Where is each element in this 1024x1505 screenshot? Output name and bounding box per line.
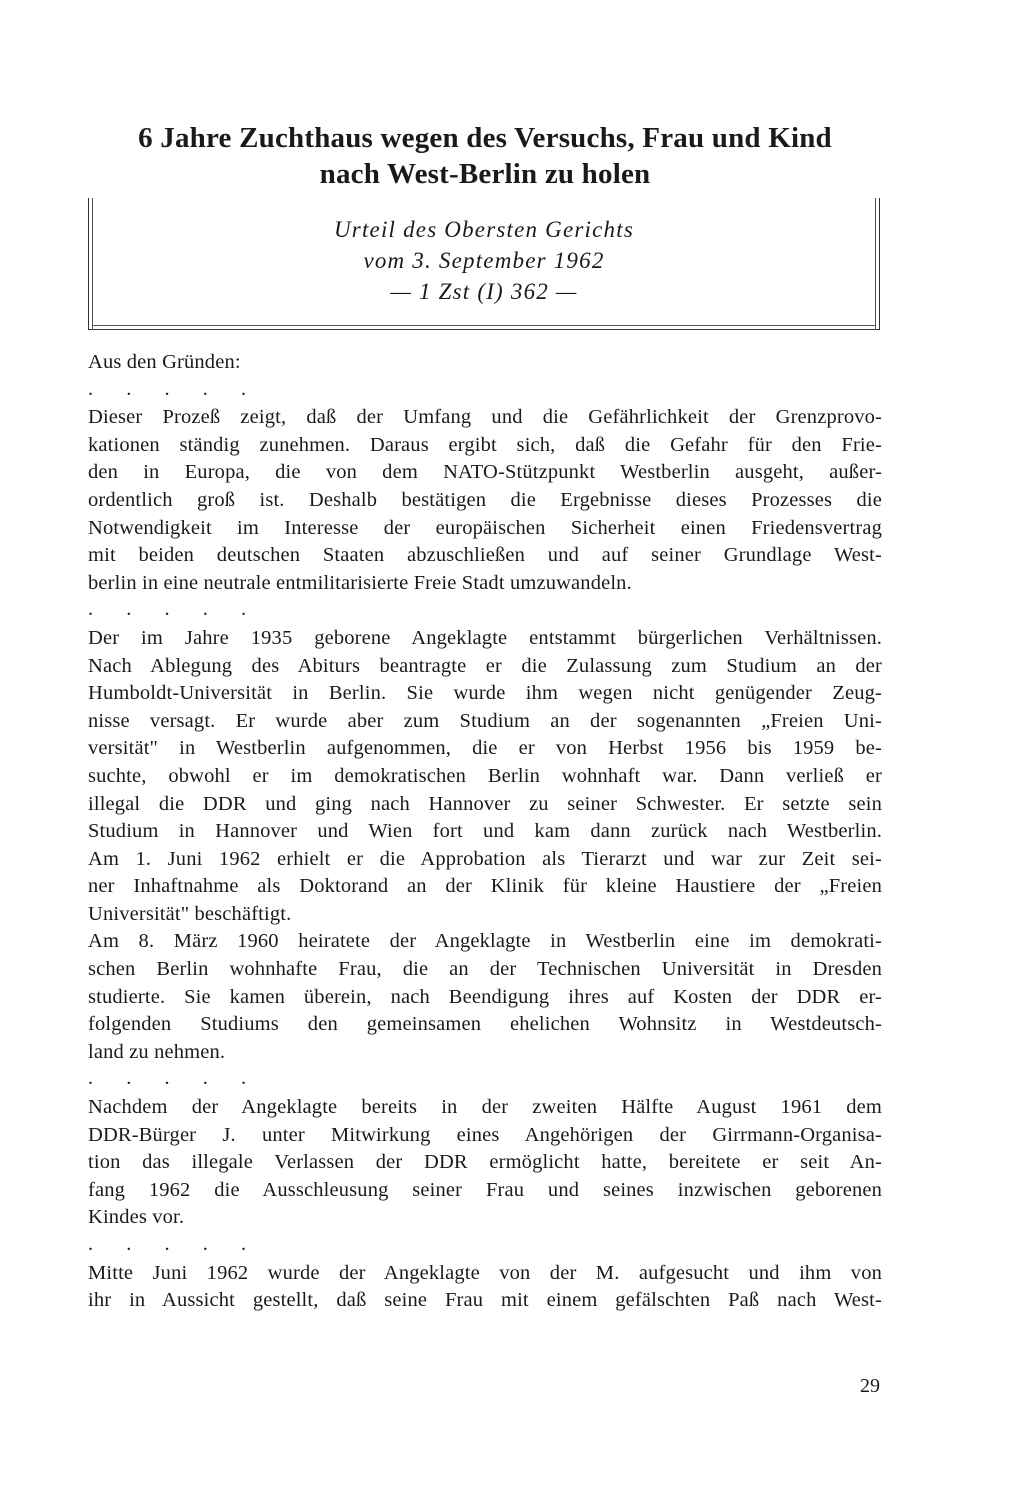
intro-line: Aus den Gründen: [88,351,241,373]
paragraph-4-line: DDR-Bürger J. unter Mitwirkung eines Angehörigen der Girrmann-Organisa- [88,1123,882,1146]
paragraph-3-line: Am 8. März 1960 heiratete der Angeklagte in Westberlin eine im demokrati- [88,930,882,953]
title-line-2: nach West-Berlin zu holen [319,158,651,190]
paragraph-1-line: den in Europa, die von dem NATO-Stützpunkt Westberlin ausgeht, außer- [88,461,882,484]
verdict-date: vom 3. September 1962 [363,248,605,273]
paragraph-1-line: kationen ständig zunehmen. Daraus ergibt sich, daß die Gefahr für den Frie- [88,433,882,456]
paragraph-2-line: ner Inhaftnahme als Doktorand an der Klinik für kleine Haustiere der „Freien [88,875,882,898]
paragraph-1-line: Dieser Prozeß zeigt, daß der Umfang und die Gefährlichkeit der Grenzprovo- [88,406,882,429]
paragraph-2-line: Der im Jahre 1935 geborene Angeklagte entstammt bürgerlichen Verhältnissen. [88,626,882,649]
paragraph-1 [88,404,882,597]
paragraph-2-line: Studium in Hannover und Wien fort und kam dann zurück nach Westberlin. [88,820,882,843]
paragraph-2-line: Universität" beschäftigt. [88,902,292,925]
ellipsis-1: . . . . . [88,377,261,400]
verdict-court: Urteil des Obersten Gerichts [334,217,634,242]
paragraph-4-line: tion das illegale Verlassen der DDR ermöglicht hatte, bereitete er seit An- [88,1151,882,1174]
paragraph-3 [88,928,882,1066]
paragraph-2-line: nisse versagt. Er wurde aber zum Studium an der sogenannten „Freien Uni- [88,709,882,732]
title-line-1: 6 Jahre Zuchthaus wegen des Versuchs, Frau und Kind [138,122,832,154]
verdict-heading [89,214,879,307]
paragraph-2-line: Nach Ablegung des Abiturs beantragte er die Zulassung zum Studium an der [88,654,882,677]
paragraph-4-line: fang 1962 die Ausschleusung seiner Frau und seines inzwischen geborenen [88,1178,882,1201]
paragraph-3-line: schen Berlin wohnhafte Frau, die an der Technischen Universität in Dresden [88,958,882,981]
document-title [88,120,882,192]
paragraph-3-line: land zu nehmen. [88,1040,226,1063]
verdict-box-inner-border [92,325,876,326]
paragraph-2-line: illegal die DDR und ging nach Hannover zu seiner Schwester. Er setzte sein [88,792,882,815]
ellipsis-4: . . . . . [88,1233,261,1255]
paragraph-1-line: ordentlich groß ist. Deshalb bestätigen die Ergebnisse dieses Prozesses die [88,488,882,511]
paragraph-2 [88,625,882,929]
paragraph-2-line: Humboldt-Universität in Berlin. Sie wurde ihm wegen nicht genügender Zeug- [88,682,882,705]
paragraph-4-line: Nachdem der Angeklagte bereits in der zweiten Hälfte August 1961 dem [88,1096,882,1119]
paragraph-5 [88,1260,882,1315]
paragraph-1-line: Notwendigkeit im Interesse der europäischen Sicherheit einen Friedensvertrag [88,516,882,539]
paragraph-5-line: Mitte Juni 1962 wurde der Angeklagte von der M. aufgesucht und ihm von [88,1261,882,1284]
paragraph-4-line: Kindes vor. [88,1206,185,1229]
paragraph-4 [88,1094,882,1232]
verdict-case-number: — 1 Zst (I) 362 — [390,279,578,304]
paragraph-2-line: versität" in Westberlin aufgenommen, die er von Herbst 1956 bis 1959 be- [88,737,882,760]
paragraph-2-line: Am 1. Juni 1962 erhielt er die Approbation als Tierarzt und war zur Zeit sei- [88,847,882,870]
body-text [88,349,882,1315]
paragraph-3-line: folgenden Studiums den gemeinsamen ehelichen Wohnsitz in Westdeutsch- [88,1013,882,1036]
ellipsis-2: . . . . . [88,598,261,621]
ellipsis-3: . . . . . [88,1067,261,1090]
paragraph-1-line: berlin in eine neutrale entmilitarisierte Freie Stadt umzuwandeln. [88,571,632,594]
paragraph-3-line: studierte. Sie kamen überein, nach Beendigung ihres auf Kosten der DDR er- [88,985,882,1008]
verdict-box [88,198,880,330]
paragraph-5-line: ihr in Aussicht gestellt, daß seine Frau mit einem gefälschten Paß nach West- [88,1289,882,1312]
paragraph-2-line: suchte, obwohl er im demokratischen Berlin wohnhaft war. Dann verließ er [88,764,882,787]
page-number: 29 [860,1375,880,1397]
paragraph-1-line: mit beiden deutschen Staaten abzuschließen und auf seiner Grundlage West- [88,544,882,567]
